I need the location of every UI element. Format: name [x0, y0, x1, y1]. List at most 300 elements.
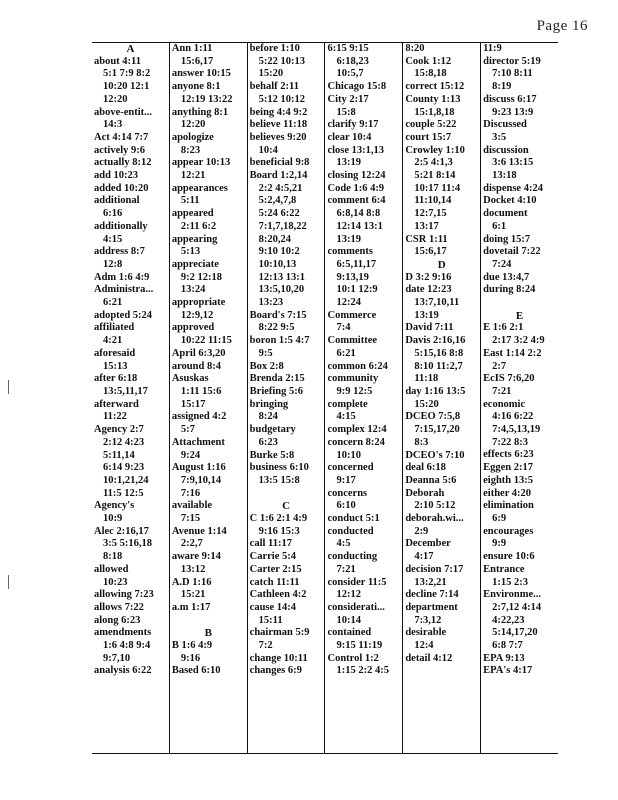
spacer — [172, 615, 245, 628]
index-entry-continuation: 7:10 8:11 — [492, 68, 533, 80]
index-entry: added 10:20 — [94, 182, 149, 194]
index-entry: D 3:2 9:16 — [405, 271, 452, 283]
index-entry: adopted 5:24 — [94, 309, 153, 321]
index-entry: call 11:17 — [249, 538, 292, 550]
index-entry: additionally — [94, 220, 148, 232]
index-entry-continuation: 6:21 — [336, 347, 356, 359]
index-entry: dispense 4:24 — [483, 182, 543, 194]
index-entry-continuation: 9:2 12:18 — [180, 271, 222, 283]
index-entry: Environme... — [483, 589, 541, 601]
index-entry-continuation: 7:21 — [492, 385, 512, 397]
index-entry: Discussed — [483, 119, 527, 131]
letter-heading: E — [515, 309, 524, 322]
index-entry: elimination — [483, 500, 534, 512]
index-entry: C 1:6 2:1 4:9 — [249, 513, 308, 524]
index-entry: East 1:14 2:2 — [483, 347, 542, 359]
page-number: Page 16 — [536, 18, 588, 34]
index-entry: Chicago 15:8 — [327, 81, 387, 93]
index-entry: Control 1:2 — [327, 652, 379, 664]
index-entry-continuation: 9:9 — [492, 538, 507, 550]
index-entry-continuation: 3:5 — [492, 131, 507, 143]
index-entry-continuation: 12:20 — [180, 119, 206, 131]
index-entry-continuation: 7:4 — [336, 322, 351, 334]
index-entry-continuation: 6:23 — [258, 436, 278, 448]
index-entry-continuation: 12:4 — [414, 640, 434, 652]
index-entry-continuation: 10:5,7 — [336, 68, 364, 80]
index-entry: bringing — [249, 398, 289, 410]
margin-mark — [8, 380, 9, 394]
index-entry-continuation: 12:12 — [336, 589, 361, 601]
index-entry-continuation: 3:6 13:15 — [492, 157, 534, 169]
index-entry: 6:15 9:15 — [327, 43, 369, 54]
index-entry: either 4:20 — [483, 487, 532, 499]
index-entry-continuation: 2:2 4:5,21 — [258, 182, 303, 194]
index-entry: discussion — [483, 144, 529, 156]
index-entry-continuation: 9:10 10:2 — [258, 246, 300, 258]
index-entry: closing 12:24 — [327, 170, 386, 182]
index-entry: anyone 8:1 — [171, 81, 221, 93]
index-entry: Box 2:8 — [249, 360, 284, 372]
index-entry-continuation: 9:23 13:9 — [492, 106, 534, 118]
index-entry: Deanna 5:6 — [405, 474, 457, 486]
index-entry: Docket 4:10 — [483, 195, 537, 207]
index-entry: address 8:7 — [94, 246, 145, 258]
index-entry: E 1:6 2:1 — [483, 322, 524, 334]
index-entry-continuation: 7:24 — [492, 258, 512, 270]
index-entry-continuation: 13:2,21 — [414, 576, 447, 588]
index-entry: document — [483, 208, 528, 220]
index-entry-continuation: 13:18 — [492, 170, 517, 182]
index-entry: decline 7:14 — [405, 589, 459, 601]
index-entry: above-entit... — [94, 106, 153, 118]
index-entry: appearances — [171, 182, 228, 194]
index-entry: comments — [327, 246, 373, 258]
index-entry: allowed — [94, 563, 129, 575]
index-entry-continuation: 6:21 — [103, 297, 123, 309]
index-entry-continuation: 13:24 — [180, 284, 206, 296]
index-entry: DCEO's 7:10 — [405, 449, 465, 461]
index-entry: Ann 1:11 — [171, 43, 213, 54]
index-entry: EcIS 7:6,20 — [483, 373, 535, 385]
index-entry-continuation: 6:8 7:7 — [492, 640, 523, 652]
letter-heading: C — [282, 500, 291, 513]
index-entry-continuation: 9:5 — [258, 347, 273, 359]
index-entry: clear 10:4 — [327, 131, 372, 143]
index-entry: Agency 2:7 — [94, 424, 144, 436]
index-entry: B 1:6 4:9 — [171, 640, 213, 652]
index-entry-continuation: 10:23 — [103, 576, 128, 588]
index-entry: actively 9:6 — [94, 144, 146, 156]
index-entry: conducted — [327, 525, 374, 537]
index-entry-continuation: 4:17 — [414, 551, 434, 563]
index-entry: appreciate — [171, 258, 219, 270]
index-entry-continuation: 7:9,10,14 — [180, 474, 222, 486]
index-entry: Commerce — [327, 309, 377, 321]
index-entry-continuation: 13:17 — [414, 220, 439, 232]
index-entry-continuation: 2:2,7 — [180, 538, 203, 550]
index-entry-continuation: 1:15 2:3 — [492, 576, 529, 588]
index-column — [92, 43, 170, 753]
index-entry: deal 6:18 — [405, 462, 446, 474]
index-entry-continuation: 4:15 — [103, 233, 123, 245]
index-entry: Board 1:2,14 — [249, 170, 308, 182]
index-entry-continuation: 12:8 — [103, 258, 123, 270]
index-entry-continuation: 13:19 — [414, 309, 439, 321]
index-entry-continuation: 11:18 — [414, 373, 439, 385]
index-entry: approved — [171, 322, 215, 334]
index-entry-continuation: 4:5 — [336, 538, 351, 550]
index-entry-continuation: 2:5 4:1,3 — [414, 157, 453, 169]
index-entry: a.m 1:17 — [171, 601, 211, 613]
index-column — [248, 43, 326, 753]
index-entry: deborah.wi... — [405, 513, 464, 525]
index-entry: Burke 5:8 — [249, 449, 295, 461]
index-entry: eighth 13:5 — [483, 474, 534, 486]
index-entry-continuation: 5:15,16 8:8 — [414, 347, 464, 359]
index-entry-continuation: 4:16 6:22 — [492, 411, 534, 423]
index-entry-continuation: 7:2 — [258, 640, 273, 652]
index-entry: during 8:24 — [483, 284, 536, 296]
index-column — [325, 43, 403, 753]
index-entry: available — [171, 500, 213, 512]
index-entry-continuation: 8:23 — [180, 144, 201, 156]
index-entry-continuation: 6:18,23 — [336, 55, 369, 67]
index-entry-continuation: 10:22 11:15 — [180, 335, 232, 347]
index-entry-continuation: 7:15,17,20 — [414, 424, 460, 436]
index-entry-continuation: 8:24 — [258, 411, 278, 423]
index-entry: about 4:11 — [94, 55, 141, 67]
index-entry-continuation: 10:4 — [258, 144, 278, 156]
index-entry-continuation: 12:7,15 — [414, 208, 447, 220]
index-entry-continuation: 12:20 — [103, 93, 128, 105]
index-entry: Act 4:14 7:7 — [94, 131, 149, 143]
index-entry-continuation: 12:14 13:1 — [336, 220, 383, 232]
index-entry: being 4:4 9:2 — [249, 106, 308, 118]
margin-mark — [8, 575, 9, 589]
index-entry: Code 1:6 4:9 — [327, 182, 385, 194]
index-entry-continuation: 13:5,11,17 — [103, 385, 148, 397]
index-entry: day 1:16 13:5 — [405, 385, 466, 397]
index-entry-continuation: 5:22 10:13 — [258, 55, 306, 67]
index-entry-continuation: 2:7 — [492, 360, 507, 372]
index-entry: afterward — [94, 398, 139, 410]
index-entry-continuation: 5:12 10:12 — [258, 93, 306, 105]
index-entry: desirable — [405, 627, 447, 639]
index-entry-continuation: 1:11 15:6 — [180, 385, 222, 397]
index-column — [403, 43, 481, 753]
index-entry-continuation: 15:8 — [336, 106, 356, 118]
index-entry-continuation: 11:22 — [103, 411, 127, 423]
index-entry: court 15:7 — [405, 131, 452, 143]
index-entry: December — [405, 538, 451, 550]
index-entry: after 6:18 — [94, 373, 138, 385]
index-entry-continuation: 8:10 11:2,7 — [414, 360, 463, 372]
index-entry: doing 15:7 — [483, 233, 531, 245]
index-entry: Committee — [327, 335, 378, 347]
index-entry-continuation: 12:21 — [180, 170, 206, 182]
index-entry-continuation: 10:10 — [336, 449, 361, 461]
index-entry: August 1:16 — [171, 462, 226, 474]
index-entry: appropriate — [171, 297, 226, 309]
index-entry: date 12:23 — [405, 284, 452, 296]
index-entry: consider 11:5 — [327, 576, 387, 588]
index-entry: aware 9:14 — [171, 551, 221, 563]
index-entry: common 6:24 — [327, 360, 388, 372]
index-entry: Administra... — [94, 284, 154, 296]
index-entry-continuation: 12:24 — [336, 297, 361, 309]
index-entry-continuation: 1:6 4:8 9:4 — [103, 640, 151, 652]
spacer — [483, 297, 556, 310]
index-entry-continuation: 13:19 — [336, 157, 361, 169]
index-entry: Cook 1:12 — [405, 55, 452, 67]
index-entry: dovetail 7:22 — [483, 246, 541, 258]
index-entry-continuation: 6:16 — [103, 208, 123, 220]
index-entry-continuation: 9:16 — [180, 652, 201, 664]
index-entry-continuation: 5:11 — [180, 195, 200, 207]
index-entry: Avenue 1:14 — [171, 525, 227, 537]
index-entry: Board's 7:15 — [249, 309, 307, 321]
index-entry-continuation: 2:11 6:2 — [180, 220, 217, 232]
index-entry-continuation: 7:21 — [336, 563, 356, 575]
index-entry: decision 7:17 — [405, 563, 464, 575]
index-entry: discuss 6:17 — [483, 93, 537, 105]
index-entry-continuation: 15:13 — [103, 360, 128, 372]
index-entry-continuation: 12:19 13:22 — [180, 93, 233, 105]
index-entry: due 13:4,7 — [483, 271, 530, 283]
index-entry: appeared — [171, 208, 214, 220]
index-entry-continuation: 14:3 — [103, 119, 123, 131]
index-entry-continuation: 15:1,8,18 — [414, 106, 455, 118]
index-entry-continuation: 6:9 — [492, 513, 507, 524]
index-entry: believes 9:20 — [249, 131, 307, 143]
index-entry: beneficial 9:8 — [249, 157, 310, 169]
index-entry: around 8:4 — [171, 360, 221, 372]
index-column — [481, 43, 558, 753]
index-entry: concerns — [327, 487, 368, 499]
index-entry: City 2:17 — [327, 93, 369, 105]
letter-heading: B — [204, 627, 212, 640]
index-entry: effects 6:23 — [483, 449, 534, 461]
index-entry: contained — [327, 627, 372, 639]
index-entry: business 6:10 — [249, 462, 309, 474]
index-entry-continuation: 1:15 2:2 4:5 — [336, 665, 389, 677]
index-entry: considerati... — [327, 601, 385, 613]
index-entry-continuation: 9:24 — [180, 449, 201, 461]
index-entry: change 10:11 — [249, 652, 308, 664]
index-entry-continuation: 15:20 — [414, 398, 439, 410]
index-entry: before 1:10 — [249, 43, 300, 54]
index-entry-continuation: 5:7 — [180, 424, 195, 436]
index-entry: concern 8:24 — [327, 436, 385, 448]
index-entry: Carter 2:15 — [249, 563, 302, 575]
index-entry: concerned — [327, 462, 374, 474]
index-entry: complete — [327, 398, 368, 410]
index-entry: assigned 4:2 — [171, 411, 227, 423]
index-entry-continuation: 10:1,21,24 — [103, 474, 149, 486]
index-entry: EPA 9:13 — [483, 652, 525, 664]
index-entry: Briefing 5:6 — [249, 385, 304, 397]
index-entry-continuation: 5:1 7:9 8:2 — [103, 68, 151, 80]
index-entry: allowing 7:23 — [94, 589, 154, 601]
index-entry: community — [327, 373, 379, 385]
index-entry-continuation: 2:9 — [414, 525, 429, 537]
index-entry: Davis 2:16,16 — [405, 335, 466, 347]
index-entry-continuation: 8:20,24 — [258, 233, 292, 245]
index-entry: cause 14:4 — [249, 601, 297, 613]
index-entry: couple 5:22 — [405, 119, 457, 131]
index-entry-continuation: 9:9 12:5 — [336, 385, 373, 397]
index-entry: believe 11:18 — [249, 119, 308, 131]
index-entry: complex 12:4 — [327, 424, 387, 436]
index-entry: analysis 6:22 — [94, 665, 152, 677]
index-entry: County 1:13 — [405, 93, 461, 105]
index-entry: close 13:1,13 — [327, 144, 385, 156]
index-entry: Entrance — [483, 563, 525, 575]
index-entry: CSR 1:11 — [405, 233, 448, 245]
index-entry-continuation: 15:6,17 — [180, 55, 214, 67]
index-entry-continuation: 15:11 — [258, 614, 283, 626]
index-entry-continuation: 2:12 4:23 — [103, 436, 145, 448]
index-entry-continuation: 10:10,13 — [258, 258, 297, 270]
index-entry: along 6:23 — [94, 614, 141, 626]
index-entry: 8:20 — [405, 43, 425, 54]
spacer — [250, 488, 323, 501]
index-entry: Based 6:10 — [171, 665, 221, 677]
index-entry-continuation: 5:2,4,7,8 — [258, 195, 297, 207]
index-entry-continuation: 13:12 — [180, 563, 206, 575]
index-entry: encourages — [483, 525, 534, 537]
index-entry-continuation: 13:7,10,11 — [414, 297, 460, 309]
index-entry: catch 11:11 — [249, 576, 300, 588]
index-entry: allows 7:22 — [94, 601, 144, 613]
index-entry-continuation: 9:7,10 — [103, 652, 131, 664]
letter-heading: A — [126, 43, 135, 55]
index-entry: Carrie 5:4 — [249, 551, 297, 563]
index-entry-continuation: 8:3 — [414, 436, 429, 448]
index-entry-continuation: 7:22 8:3 — [492, 436, 529, 448]
index-entry: affiliated — [94, 322, 135, 334]
index-entry-continuation: 2:7,12 4:14 — [492, 601, 542, 613]
index-entry-continuation: 7:1,7,18,22 — [258, 220, 307, 232]
index-entry: actually 8:12 — [94, 157, 152, 169]
index-column — [170, 43, 248, 753]
index-entry-continuation: 5:21 8:14 — [414, 170, 456, 182]
index-entry-continuation: 6:5,11,17 — [336, 258, 377, 270]
index-entry-continuation: 9:13,19 — [336, 271, 369, 283]
index-entry: anything 8:1 — [171, 106, 229, 118]
word-index — [92, 42, 558, 754]
index-entry: budgetary — [249, 424, 296, 436]
index-entry-continuation: 10:1 12:9 — [336, 284, 378, 296]
index-entry: conduct 5:1 — [327, 513, 380, 525]
index-entry-continuation: 15:20 — [258, 68, 284, 80]
index-entry-continuation: 15:17 — [180, 398, 206, 410]
index-entry: behalf 2:11 — [249, 81, 299, 93]
index-entry: chairman 5:9 — [249, 627, 310, 639]
index-entry: Asuskas — [171, 373, 209, 385]
index-entry: ensure 10:6 — [483, 551, 535, 563]
index-entry-continuation: 6:8,14 8:8 — [336, 208, 381, 220]
index-entry-continuation: 7:4,5,13,19 — [492, 424, 541, 436]
index-entry-continuation: 5:24 6:22 — [258, 208, 300, 220]
index-entry-continuation: 15:6,17 — [414, 246, 447, 258]
index-entry-continuation: 7:16 — [180, 487, 201, 499]
index-entry: Eggen 2:17 — [483, 462, 534, 474]
index-entry: boron 1:5 4:7 — [249, 335, 310, 347]
index-entry-continuation: 10:20 12:1 — [103, 81, 150, 93]
index-entry-continuation: 11:5 12:5 — [103, 487, 144, 499]
index-entry: changes 6:9 — [249, 665, 302, 677]
index-entry: aforesaid — [94, 347, 136, 359]
index-entry: Crowley 1:10 — [405, 144, 465, 156]
index-entry: 11:9 — [483, 43, 502, 54]
index-entry: Attachment — [171, 436, 225, 448]
index-entry-continuation: 5:11,14 — [103, 449, 135, 461]
index-entry: Agency's — [94, 500, 135, 512]
index-entry: appearing — [171, 233, 218, 245]
index-entry-continuation: 4:15 — [336, 411, 356, 423]
index-entry: correct 15:12 — [405, 81, 465, 93]
index-entry-continuation: 13:23 — [258, 297, 284, 309]
index-entry: conducting — [327, 551, 378, 563]
index-entry-continuation: 7:3,12 — [414, 614, 442, 626]
index-entry: apologize — [171, 131, 214, 143]
index-entry-continuation: 10:17 11:4 — [414, 182, 461, 194]
index-entry: A.D 1:16 — [171, 576, 212, 588]
index-entry: additional — [94, 195, 140, 207]
index-entry: Brenda 2:15 — [249, 373, 305, 385]
index-entry: Cathleen 4:2 — [249, 589, 307, 601]
index-entry-continuation: 11:10,14 — [414, 195, 452, 207]
index-entry: David 7:11 — [405, 322, 454, 334]
index-entry-continuation: 6:14 9:23 — [103, 462, 145, 474]
index-entry-continuation: 9:17 — [336, 474, 356, 486]
index-entry: amendments — [94, 627, 152, 639]
index-entry-continuation: 12:13 13:1 — [258, 271, 306, 283]
index-entry-continuation: 12:9,12 — [180, 309, 214, 321]
index-entry: April 6:3,20 — [171, 347, 226, 359]
index-entry-continuation: 13:5,10,20 — [258, 284, 305, 296]
index-entry: answer 10:15 — [171, 68, 231, 80]
index-entry-continuation: 15:8,18 — [414, 68, 447, 80]
index-entry: clarify 9:17 — [327, 119, 379, 131]
index-entry: director 5:19 — [483, 55, 541, 67]
index-entry-continuation: 6:10 — [336, 500, 356, 512]
index-entry-continuation: 8:19 — [492, 81, 512, 93]
index-entry-continuation: 7:15 — [180, 513, 201, 525]
index-entry: add 10:23 — [94, 170, 139, 182]
index-entry-continuation: 10:9 — [103, 513, 123, 525]
index-entry: economic — [483, 398, 526, 410]
index-entry-continuation: 8:18 — [103, 551, 123, 563]
index-entry-continuation: 10:14 — [336, 614, 361, 626]
index-entry-continuation: 2:17 3:2 4:9 — [492, 335, 545, 347]
index-entry-continuation: 6:1 — [492, 220, 507, 232]
index-entry: Deborah — [405, 487, 445, 499]
index-entry-continuation: 13:19 — [336, 233, 361, 245]
index-entry-continuation: 9:15 11:19 — [336, 640, 383, 652]
letter-heading: D — [437, 258, 446, 271]
index-entry-continuation: 4:22,23 — [492, 614, 525, 626]
index-entry-continuation: 13:5 15:8 — [258, 474, 300, 486]
index-entry-continuation: 4:21 — [103, 335, 123, 347]
index-entry: Adm 1:6 4:9 — [94, 271, 150, 283]
index-entry-continuation: 8:22 9:5 — [258, 322, 295, 334]
index-entry-continuation: 5:13 — [180, 246, 201, 258]
index-entry-continuation: 3:5 5:16,18 — [103, 538, 152, 550]
index-entry-continuation: 15:21 — [180, 589, 206, 601]
index-entry-continuation: 9:16 15:3 — [258, 525, 300, 537]
